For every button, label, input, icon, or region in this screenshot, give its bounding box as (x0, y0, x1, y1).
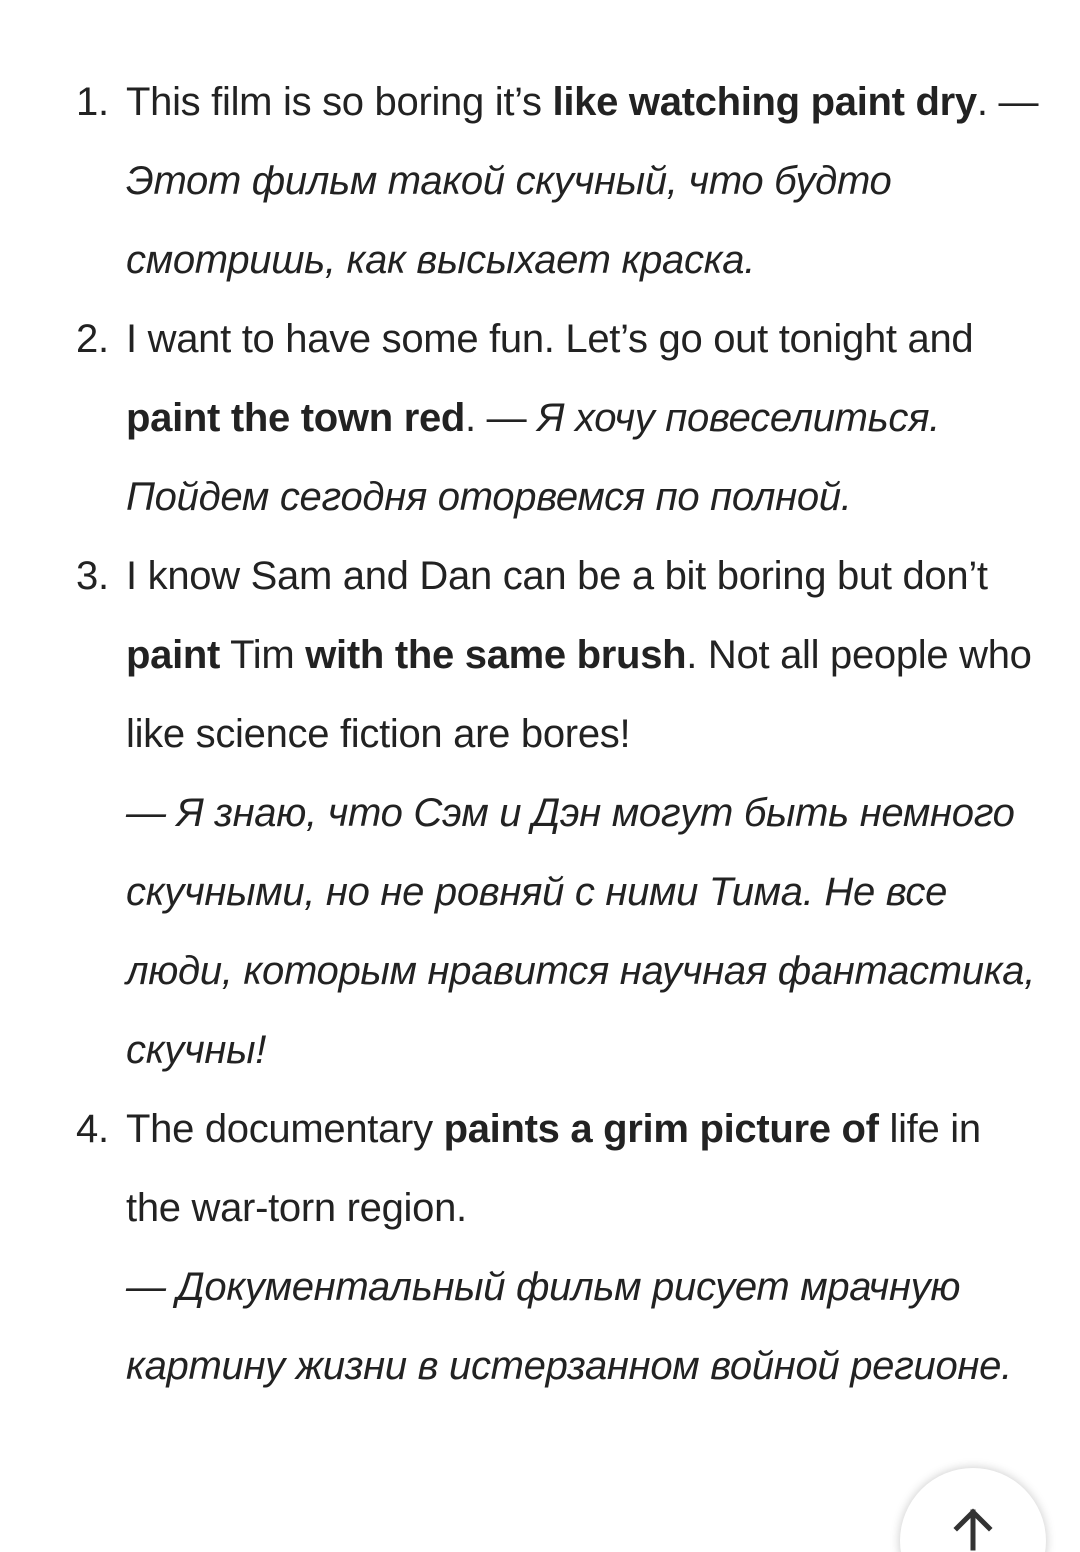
item-text: The documentary (126, 1107, 444, 1151)
list-item (0, 300, 1080, 537)
item-translation: Этот фильм такой скучный, что будто смотришь, как высыхает краска. (126, 159, 892, 282)
article-content (0, 63, 1080, 1406)
idiom-highlight: like watching paint dry (552, 80, 977, 124)
item-text: This film is so boring it’s (126, 80, 553, 124)
item-text: I want to have some fun. Let’s go out tonight and (126, 317, 974, 361)
item-text: . — (465, 396, 538, 440)
item-text: . — (976, 80, 1039, 124)
list-item (0, 63, 1080, 300)
item-number: 2. (76, 317, 109, 361)
item-number: 3. (76, 554, 109, 598)
item-number: 4. (76, 1107, 109, 1151)
item-translation: Я хочу повеселиться. Пойдем сегодня оторвемся по полной. (126, 396, 940, 519)
item-text: I know Sam and Dan can be a bit boring but don’t (126, 554, 988, 598)
idiom-highlight: paint (126, 633, 221, 677)
idiom-highlight: paint the town red (126, 396, 466, 440)
idiom-highlight: with the same brush (305, 633, 687, 677)
scroll-to-top-button[interactable] (900, 1468, 1046, 1552)
idiom-examples-list (0, 63, 1080, 1406)
idiom-highlight: paints a grim picture of (443, 1107, 879, 1151)
item-text: Tim (220, 633, 306, 677)
item-translation: — Я знаю, что Сэм и Дэн могут быть немного скучными, но не ровняй с ними Тима. Не все люди, которым нравится научная фантастика, скучны! (126, 791, 1036, 1072)
arrow-up-icon (948, 1502, 998, 1552)
item-text: life in the war-torn region. (126, 1107, 981, 1230)
list-item (0, 537, 1080, 1090)
item-text: . Not all people who like science fiction are bores! (126, 633, 1032, 756)
item-translation: — Документальный фильм рисует мрачную картину жизни в истерзанном войной регионе. (126, 1265, 1012, 1388)
item-number: 1. (76, 80, 109, 124)
list-item (0, 1090, 1080, 1406)
